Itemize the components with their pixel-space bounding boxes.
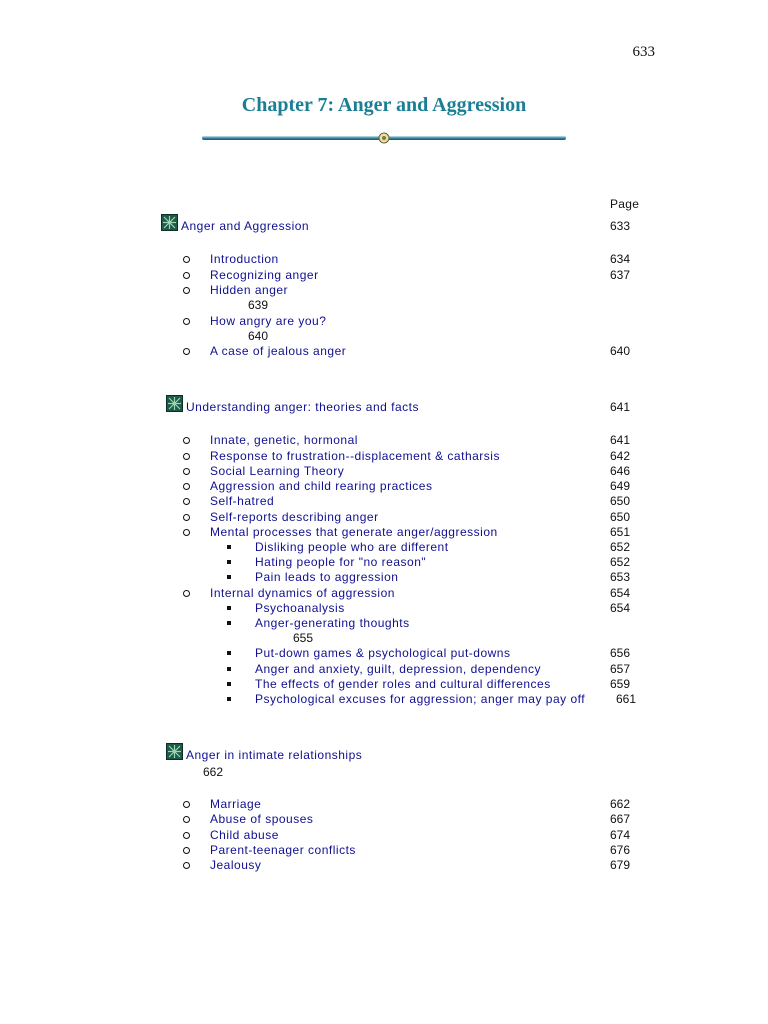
circle-bullet-icon	[183, 498, 190, 505]
circle-bullet-icon	[183, 437, 190, 444]
toc-subitem[interactable]: Anger and anxiety, guilt, depression, dependency	[255, 662, 541, 676]
toc-item[interactable]: Social Learning Theory	[210, 464, 345, 478]
toc-item[interactable]: Aggression and child rearing practices	[210, 479, 433, 493]
toc-page: 676	[610, 843, 631, 857]
circle-bullet-icon	[183, 801, 190, 808]
square-bullet-icon	[227, 575, 231, 579]
toc-page: 649	[610, 479, 631, 493]
square-bullet-icon	[227, 606, 231, 610]
ornamental-divider	[200, 130, 568, 146]
square-bullet-icon	[227, 560, 231, 564]
toc-page: 657	[610, 662, 631, 676]
square-bullet-icon	[227, 651, 231, 655]
circle-bullet-icon	[183, 287, 190, 294]
circle-bullet-icon	[183, 272, 190, 279]
section-bullet-icon	[166, 743, 183, 760]
circle-bullet-icon	[183, 318, 190, 325]
toc-page: 637	[610, 268, 631, 282]
section-title[interactable]: Understanding anger: theories and facts	[186, 400, 419, 414]
toc-page: 641	[610, 433, 631, 447]
circle-bullet-icon	[183, 514, 190, 521]
section-title[interactable]: Anger in intimate relationships	[186, 748, 363, 762]
toc-item[interactable]: Innate, genetic, hormonal	[210, 433, 358, 447]
toc-subitem[interactable]: Disliking people who are different	[255, 540, 449, 554]
toc-item[interactable]: Parent-teenager conflicts	[210, 843, 356, 857]
page-column-label: Page	[610, 197, 640, 211]
toc-item[interactable]: Self-reports describing anger	[210, 510, 379, 524]
circle-bullet-icon	[183, 468, 190, 475]
toc-item[interactable]: Jealousy	[210, 858, 262, 872]
square-bullet-icon	[227, 667, 231, 671]
section-page: 662	[203, 765, 224, 779]
circle-bullet-icon	[183, 529, 190, 536]
toc-subitem[interactable]: Psychoanalysis	[255, 601, 345, 615]
toc-item[interactable]: Introduction	[210, 252, 279, 266]
toc-subitem[interactable]: Put-down games & psychological put-downs	[255, 646, 511, 660]
circle-bullet-icon	[183, 862, 190, 869]
toc-page: 652	[610, 540, 631, 554]
toc-page: 652	[610, 555, 631, 569]
toc-subitem[interactable]: Pain leads to aggression	[255, 570, 399, 584]
chapter-title: Chapter 7: Anger and Aggression	[241, 94, 527, 116]
toc-page: 674	[610, 828, 631, 842]
toc-subitem[interactable]: Anger-generating thoughts	[255, 616, 410, 630]
section-page: 641	[610, 400, 631, 414]
section-title[interactable]: Anger and Aggression	[181, 219, 310, 233]
toc-page: 651	[610, 525, 631, 539]
circle-bullet-icon	[183, 453, 190, 460]
section-bullet-icon	[166, 395, 183, 412]
square-bullet-icon	[227, 545, 231, 549]
toc-page: 653	[610, 570, 631, 584]
toc-page: 656	[610, 646, 631, 660]
toc-page: 659	[610, 677, 631, 691]
toc-subitem[interactable]: Psychological excuses for aggression; anger may pay off	[255, 692, 586, 706]
section-page: 633	[610, 219, 631, 233]
circle-bullet-icon	[183, 832, 190, 839]
toc-item[interactable]: Hidden anger	[210, 283, 289, 297]
toc-subitem[interactable]: Hating people for "no reason"	[255, 555, 427, 569]
toc-page: 650	[610, 494, 631, 508]
toc-page: 639	[248, 298, 269, 312]
square-bullet-icon	[227, 682, 231, 686]
toc-item[interactable]: Mental processes that generate anger/aggression	[210, 525, 498, 539]
toc-page: 662	[610, 797, 631, 811]
section-bullet-icon	[161, 214, 178, 231]
toc-item[interactable]: Internal dynamics of aggression	[210, 586, 395, 600]
circle-bullet-icon	[183, 256, 190, 263]
toc-item[interactable]: Abuse of spouses	[210, 812, 314, 826]
toc-page: 655	[293, 631, 314, 645]
circle-bullet-icon	[183, 348, 190, 355]
toc-item[interactable]: A case of jealous anger	[210, 344, 347, 358]
toc-page: 679	[610, 858, 631, 872]
toc-page: 640	[248, 329, 269, 343]
square-bullet-icon	[227, 697, 231, 701]
circle-bullet-icon	[183, 847, 190, 854]
toc-item[interactable]: Recognizing anger	[210, 268, 319, 282]
toc-page: 640	[610, 344, 631, 358]
toc-page: 634	[610, 252, 631, 266]
circle-bullet-icon	[183, 590, 190, 597]
circle-bullet-icon	[183, 816, 190, 823]
toc-page: 654	[610, 586, 631, 600]
toc-item[interactable]: How angry are you?	[210, 314, 327, 328]
toc-subitem[interactable]: The effects of gender roles and cultural differences	[255, 677, 551, 691]
toc-item[interactable]: Child abuse	[210, 828, 279, 842]
toc-page: 667	[610, 812, 631, 826]
toc-page: 661	[616, 692, 637, 706]
toc-item[interactable]: Response to frustration--displacement & catharsis	[210, 449, 500, 463]
toc-item[interactable]: Self-hatred	[210, 494, 275, 508]
circle-bullet-icon	[183, 483, 190, 490]
toc-page: 654	[610, 601, 631, 615]
toc-item[interactable]: Marriage	[210, 797, 262, 811]
toc-page: 650	[610, 510, 631, 524]
toc-page: 646	[610, 464, 631, 478]
page-number: 633	[632, 44, 655, 60]
toc-page: 642	[610, 449, 631, 463]
square-bullet-icon	[227, 621, 231, 625]
